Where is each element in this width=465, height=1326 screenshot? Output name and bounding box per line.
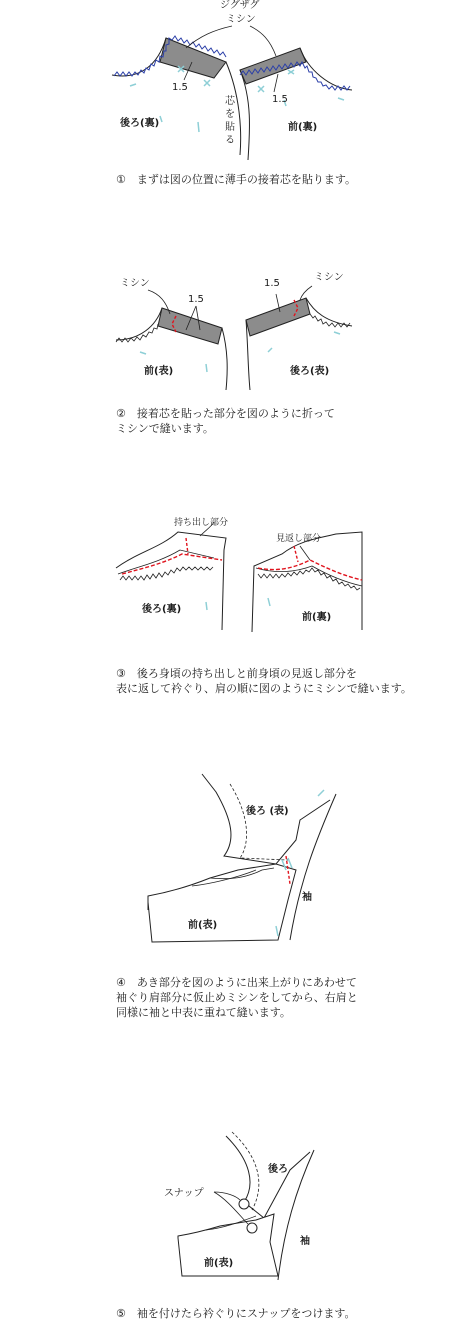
step-3-number: ③ <box>116 667 126 680</box>
zigzag-edge-right <box>310 314 350 327</box>
folded-interfacing-left <box>158 308 222 344</box>
leader-snap-upper <box>214 1192 240 1200</box>
sleeve-label-5: 袖 <box>300 1236 310 1247</box>
back-outside-label-4: 後ろ (表) <box>246 806 289 817</box>
back-inside-label: 後ろ(裏) <box>120 118 160 129</box>
sleeve-label-4: 袖 <box>302 892 312 903</box>
step-2-line1: 接着芯を貼った部分を図のように折って <box>136 407 335 420</box>
step-4-line2: 袖ぐり肩部分に仮止めミシンをしてから、右肩と <box>116 991 358 1004</box>
front-outside-label: 前(表) <box>144 366 174 377</box>
measure-left-label: 1.5 <box>172 82 188 93</box>
back-neckline-2 <box>306 298 352 326</box>
leader-zigzag-right <box>250 26 276 56</box>
figure-3 <box>0 510 465 640</box>
step-5-number: ⑤ <box>116 1307 126 1320</box>
interfacing-label-1: 芯 <box>225 96 235 107</box>
back-piece-5 <box>226 1136 310 1218</box>
facing-part-label: 見返し部分 <box>276 534 322 544</box>
step-5-text: 袖を付けたら衿ぐりにスナップをつけます。 <box>136 1307 356 1320</box>
measure-label-right-2: 1.5 <box>264 278 280 289</box>
step-1-text: まずは図の位置に薄手の接着芯を貼ります。 <box>136 173 356 186</box>
step-2-line2: ミシンで縫います。 <box>116 422 214 435</box>
interfacing-label-2: を <box>225 109 235 120</box>
figure-4-diagram <box>0 760 465 960</box>
step-3-line1: 後ろ身頃の持ち出しと前身頃の見返し部分を <box>136 667 357 680</box>
stitch-label-right: ミシン <box>314 272 344 283</box>
figure-1 <box>0 0 465 160</box>
figure-5 <box>0 1130 465 1290</box>
figure-3-diagram <box>0 510 465 640</box>
step-1-number: ① <box>116 173 126 186</box>
back-outside-label: 後ろ(表) <box>290 366 330 377</box>
step-3-caption <box>116 666 412 696</box>
leader-zigzag-left <box>186 26 232 48</box>
step-2-caption <box>116 406 335 436</box>
step-4-line1: あき部分を図のように出来上がりにあわせて <box>136 976 357 989</box>
figure-2-diagram <box>0 260 465 390</box>
snap-upper <box>239 1199 249 1209</box>
front-outside-label-4: 前(表) <box>188 920 218 931</box>
back-label-5: 後ろ <box>268 1164 288 1175</box>
step-4-number: ④ <box>116 976 126 989</box>
marks-fig3-right <box>268 598 270 606</box>
zigzag-label-line2: ミシン <box>226 14 256 25</box>
leader-measure-right <box>274 74 278 92</box>
step-4-caption <box>116 975 358 1020</box>
step-3-line2: 表に返して衿ぐり、肩の順に図のようにミシンで縫います。 <box>116 682 412 695</box>
interfacing-label-4: る <box>225 135 235 146</box>
marks-fig2-right <box>268 332 340 352</box>
step-2-number: ② <box>116 407 126 420</box>
leader-facing <box>300 546 310 560</box>
stitch-line-fig3-right-short <box>294 546 298 562</box>
step-4-line3: 同様に袖と中表に重ねて縫います。 <box>116 1006 291 1019</box>
back-neckline <box>112 38 166 76</box>
zigzag-label-line1: ジグザグ <box>220 0 260 11</box>
measure-label-left-2: 1.5 <box>188 294 204 305</box>
front-outside-label-5: 前(表) <box>204 1258 234 1269</box>
back-inside-label-3: 後ろ(裏) <box>142 604 182 615</box>
front-piece-4 <box>148 864 296 942</box>
back-neck-dashed-5 <box>232 1132 259 1210</box>
figure-4 <box>0 760 465 960</box>
step-1-caption <box>116 172 356 187</box>
front-armhole-2 <box>222 328 227 390</box>
front-inside-label-3: 前(裏) <box>302 612 332 623</box>
stitch-label-left: ミシン <box>120 278 150 289</box>
snap-lower <box>247 1223 257 1233</box>
back-neck-dashed <box>230 784 288 860</box>
front-neckline-2 <box>116 308 162 340</box>
figure-2 <box>0 260 465 390</box>
back-piece-4 <box>202 774 330 864</box>
front-inside-label: 前(裏) <box>288 122 318 133</box>
back-neck-edge <box>118 550 214 574</box>
snap-label: スナップ <box>164 1188 204 1199</box>
marks-fig3-left <box>206 602 207 610</box>
interfacing-left <box>160 38 226 78</box>
extension-part-label: 持ち出し部分 <box>174 518 229 528</box>
interfacing-label-3: 貼 <box>225 122 235 133</box>
sleeve-edge <box>290 794 336 940</box>
step-5-caption <box>116 1306 356 1321</box>
measure-right-label: 1.5 <box>272 94 288 105</box>
